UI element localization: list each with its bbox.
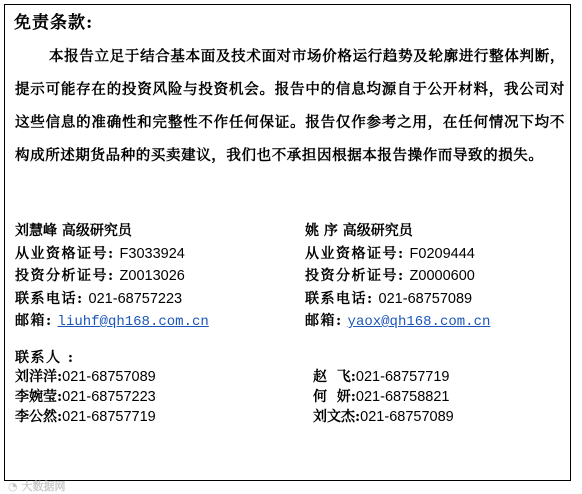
disclaimer-body: 本报告立足于结合基本面及技术面对市场价格运行趋势及轮廓进行整体判断，提示可能存在的投资风险与投资机会。报告中的信息均源自于公开材料，我公司对这些信息的准确性和完整性不作任何保证。报告仅作参考之用，在任何情况下均不构成所述期货品种的买卖建议，我们也不承担因根据本报告操作而导致的损失。	[15, 48, 565, 164]
phone-number: 021-68757089	[378, 290, 473, 307]
phone-label: 联系电话:	[305, 290, 374, 307]
analyst-card-liu	[15, 220, 209, 334]
contact-item	[313, 387, 454, 407]
contacts-heading: 联系人 :	[15, 350, 75, 366]
contact-item	[15, 387, 156, 407]
email-row	[15, 310, 209, 334]
investment-analysis-label: 投资分析证号:	[15, 268, 115, 284]
investment-analysis-number: Z0000600	[409, 268, 475, 284]
contact-item	[15, 407, 156, 427]
qualification-number: F0209444	[409, 245, 475, 262]
contact-item	[15, 367, 156, 387]
analyst-name-title: 刘慧峰 高级研究员	[15, 223, 132, 239]
contact-name: 赵 飞:	[313, 369, 356, 385]
investment-analysis-label: 投资分析证号:	[305, 268, 405, 284]
watermark-text: 大数据网	[21, 480, 66, 493]
qualification-number-row	[305, 243, 490, 266]
disclaimer-title: 免责条款:	[14, 13, 94, 33]
analyst-card-yao	[305, 220, 490, 334]
contact-phone: 021-68757719	[355, 369, 450, 385]
contact-item	[313, 407, 454, 427]
watermark-logo-icon: ◔	[8, 480, 18, 493]
contact-name: 李婉莹:	[15, 389, 63, 405]
investment-analysis-number-row	[305, 265, 490, 288]
qualification-label: 从业资格证号:	[15, 245, 115, 262]
qualification-label: 从业资格证号:	[305, 245, 405, 262]
contacts-list-right	[313, 367, 454, 427]
email-label: 邮箱:	[305, 313, 343, 329]
contact-name: 李公然:	[15, 409, 63, 425]
contact-item	[313, 367, 454, 387]
contact-name: 刘文杰:	[313, 409, 361, 425]
investment-analysis-number: Z0013026	[119, 268, 185, 284]
qualification-number-row	[15, 243, 209, 266]
phone-row	[305, 288, 490, 311]
email-label: 邮箱:	[15, 313, 53, 329]
phone-number: 021-68757223	[88, 290, 183, 307]
contact-phone: 021-68758821	[355, 389, 450, 405]
email-link[interactable]: yaox@qh168.com.cn	[347, 314, 491, 330]
contact-name: 何 妍:	[313, 389, 356, 405]
email-row	[305, 310, 490, 334]
contact-phone: 021-68757089	[360, 409, 454, 425]
contact-phone: 021-68757089	[62, 369, 156, 385]
investment-analysis-number-row	[15, 265, 209, 288]
contact-phone: 021-68757223	[62, 389, 156, 405]
qualification-number: F3033924	[119, 245, 185, 262]
phone-label: 联系电话:	[15, 290, 84, 307]
contacts-list-left	[15, 367, 156, 427]
email-link[interactable]: liuhf@qh168.com.cn	[57, 314, 209, 330]
phone-row	[15, 288, 209, 311]
contact-name: 刘洋洋:	[15, 369, 63, 385]
watermark	[8, 478, 65, 494]
contact-phone: 021-68757719	[62, 409, 156, 425]
analyst-name-title: 姚 序 高级研究员	[305, 223, 413, 239]
